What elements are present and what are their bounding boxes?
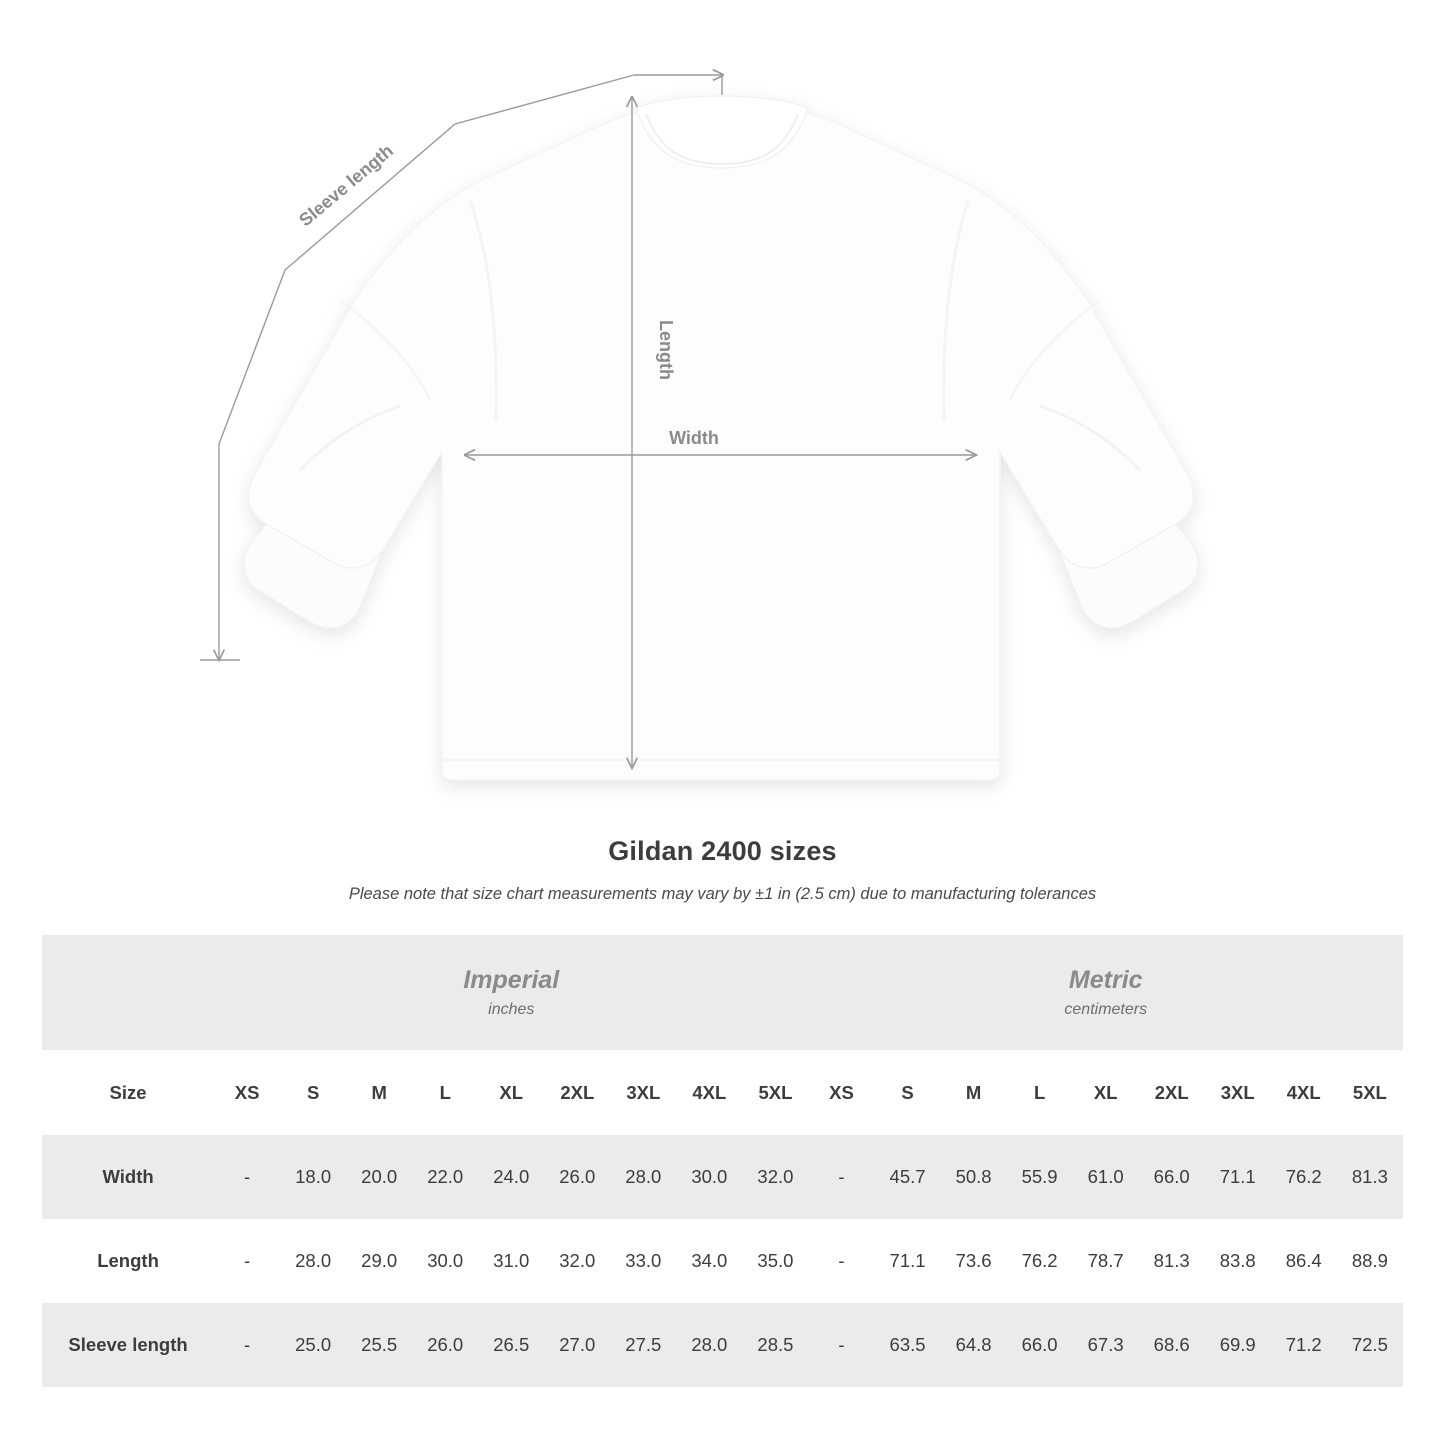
measurement-cell: 73.6	[941, 1219, 1007, 1303]
unit-header-row	[42, 935, 1403, 1050]
measurement-cell: 28.0	[280, 1219, 346, 1303]
measurement-cell: 25.0	[280, 1303, 346, 1387]
measurement-cell: 83.8	[1205, 1219, 1271, 1303]
size-chart-table-wrap	[42, 935, 1403, 1387]
unit-header-imperial	[214, 935, 808, 1050]
size-chart-table	[42, 935, 1403, 1387]
measurement-cell: 69.9	[1205, 1303, 1271, 1387]
table-row	[42, 1135, 1403, 1219]
measurement-cell: 33.0	[610, 1219, 676, 1303]
measurement-cell: 81.3	[1337, 1135, 1403, 1219]
measurement-cell: 27.0	[544, 1303, 610, 1387]
measurement-cell: 30.0	[412, 1219, 478, 1303]
size-header-cell: XS	[809, 1050, 875, 1135]
measurement-cell: 26.0	[544, 1135, 610, 1219]
measurement-cell: -	[809, 1219, 875, 1303]
measurement-cell: 32.0	[742, 1135, 808, 1219]
measurement-cell: 22.0	[412, 1135, 478, 1219]
measurement-cell: 31.0	[478, 1219, 544, 1303]
measurement-cell: 27.5	[610, 1303, 676, 1387]
size-header-cell: 3XL	[610, 1050, 676, 1135]
measurement-cell: -	[809, 1303, 875, 1387]
size-header-cell: L	[412, 1050, 478, 1135]
measurement-cell: 72.5	[1337, 1303, 1403, 1387]
measurement-cell: 88.9	[1337, 1219, 1403, 1303]
measurement-cell: 81.3	[1139, 1219, 1205, 1303]
measurement-cell: 64.8	[941, 1303, 1007, 1387]
svg-text:Sleeve length: Sleeve length	[295, 140, 398, 231]
measurement-cell: 67.3	[1073, 1303, 1139, 1387]
size-header-cell: S	[280, 1050, 346, 1135]
size-header-cell: M	[941, 1050, 1007, 1135]
measurement-cell: 76.2	[1007, 1219, 1073, 1303]
table-row	[42, 1219, 1403, 1303]
measurement-cell: 29.0	[346, 1219, 412, 1303]
size-header-cell: 2XL	[1139, 1050, 1205, 1135]
size-header-cell: 5XL	[742, 1050, 808, 1135]
unit-header-spacer	[42, 935, 214, 1050]
measurement-cell: 45.7	[875, 1135, 941, 1219]
unit-sublabel: centimeters	[1064, 1000, 1148, 1018]
measurement-cell: 71.1	[875, 1219, 941, 1303]
measurement-cell: 76.2	[1271, 1135, 1337, 1219]
svg-text:Width: Width	[669, 428, 719, 448]
measurement-cell: 78.7	[1073, 1219, 1139, 1303]
svg-text:Length: Length	[656, 320, 676, 380]
measurement-cell: 18.0	[280, 1135, 346, 1219]
unit-name: Metric	[1068, 966, 1143, 995]
measurement-cell: 35.0	[742, 1219, 808, 1303]
measurement-cell: 55.9	[1007, 1135, 1073, 1219]
measurement-cell: 26.5	[478, 1303, 544, 1387]
measurement-cell: -	[214, 1219, 280, 1303]
measurement-cell: -	[214, 1135, 280, 1219]
measurement-cell: 25.5	[346, 1303, 412, 1387]
size-header-cell: M	[346, 1050, 412, 1135]
measurement-cell: 34.0	[676, 1219, 742, 1303]
measurement-cell: 50.8	[941, 1135, 1007, 1219]
measurement-cell: 71.2	[1271, 1303, 1337, 1387]
measurement-cell: -	[809, 1135, 875, 1219]
unit-sublabel: inches	[488, 1000, 535, 1018]
measurement-cell: 63.5	[875, 1303, 941, 1387]
title-block	[0, 836, 1445, 904]
measurement-cell: 28.0	[676, 1303, 742, 1387]
size-header-row	[42, 1050, 1403, 1135]
measurement-cell: 30.0	[676, 1135, 742, 1219]
measurement-cell: 61.0	[1073, 1135, 1139, 1219]
row-label: Width	[42, 1135, 214, 1219]
measurement-cell: -	[214, 1303, 280, 1387]
size-header-label: Size	[42, 1050, 214, 1135]
row-label: Sleeve length	[42, 1303, 214, 1387]
size-header-cell: XL	[478, 1050, 544, 1135]
measurement-cell: 66.0	[1007, 1303, 1073, 1387]
measurement-cell: 32.0	[544, 1219, 610, 1303]
unit-header-metric	[809, 935, 1404, 1050]
unit-name: Imperial	[463, 966, 560, 995]
measurement-cell: 28.5	[742, 1303, 808, 1387]
measurement-cell: 66.0	[1139, 1135, 1205, 1219]
size-header-cell: 2XL	[544, 1050, 610, 1135]
page-title: Gildan 2400 sizes	[608, 836, 837, 866]
table-row	[42, 1303, 1403, 1387]
size-header-cell: XS	[214, 1050, 280, 1135]
size-header-cell: S	[875, 1050, 941, 1135]
measurement-cell: 68.6	[1139, 1303, 1205, 1387]
shirt-shape	[244, 96, 1198, 780]
measurement-cell: 71.1	[1205, 1135, 1271, 1219]
size-header-cell: L	[1007, 1050, 1073, 1135]
measurement-cell: 20.0	[346, 1135, 412, 1219]
size-header-cell: 4XL	[1271, 1050, 1337, 1135]
measurement-cell: 86.4	[1271, 1219, 1337, 1303]
measurement-cell: 28.0	[610, 1135, 676, 1219]
tolerance-note: Please note that size chart measurements may vary by ±1 in (2.5 cm) due to manufacturing tolerances	[348, 885, 1097, 903]
size-header-cell: 3XL	[1205, 1050, 1271, 1135]
measurement-cell: 26.0	[412, 1303, 478, 1387]
size-header-cell: XL	[1073, 1050, 1139, 1135]
size-header-cell: 5XL	[1337, 1050, 1403, 1135]
size-header-cell: 4XL	[676, 1050, 742, 1135]
measurement-cell: 24.0	[478, 1135, 544, 1219]
row-label: Length	[42, 1219, 214, 1303]
